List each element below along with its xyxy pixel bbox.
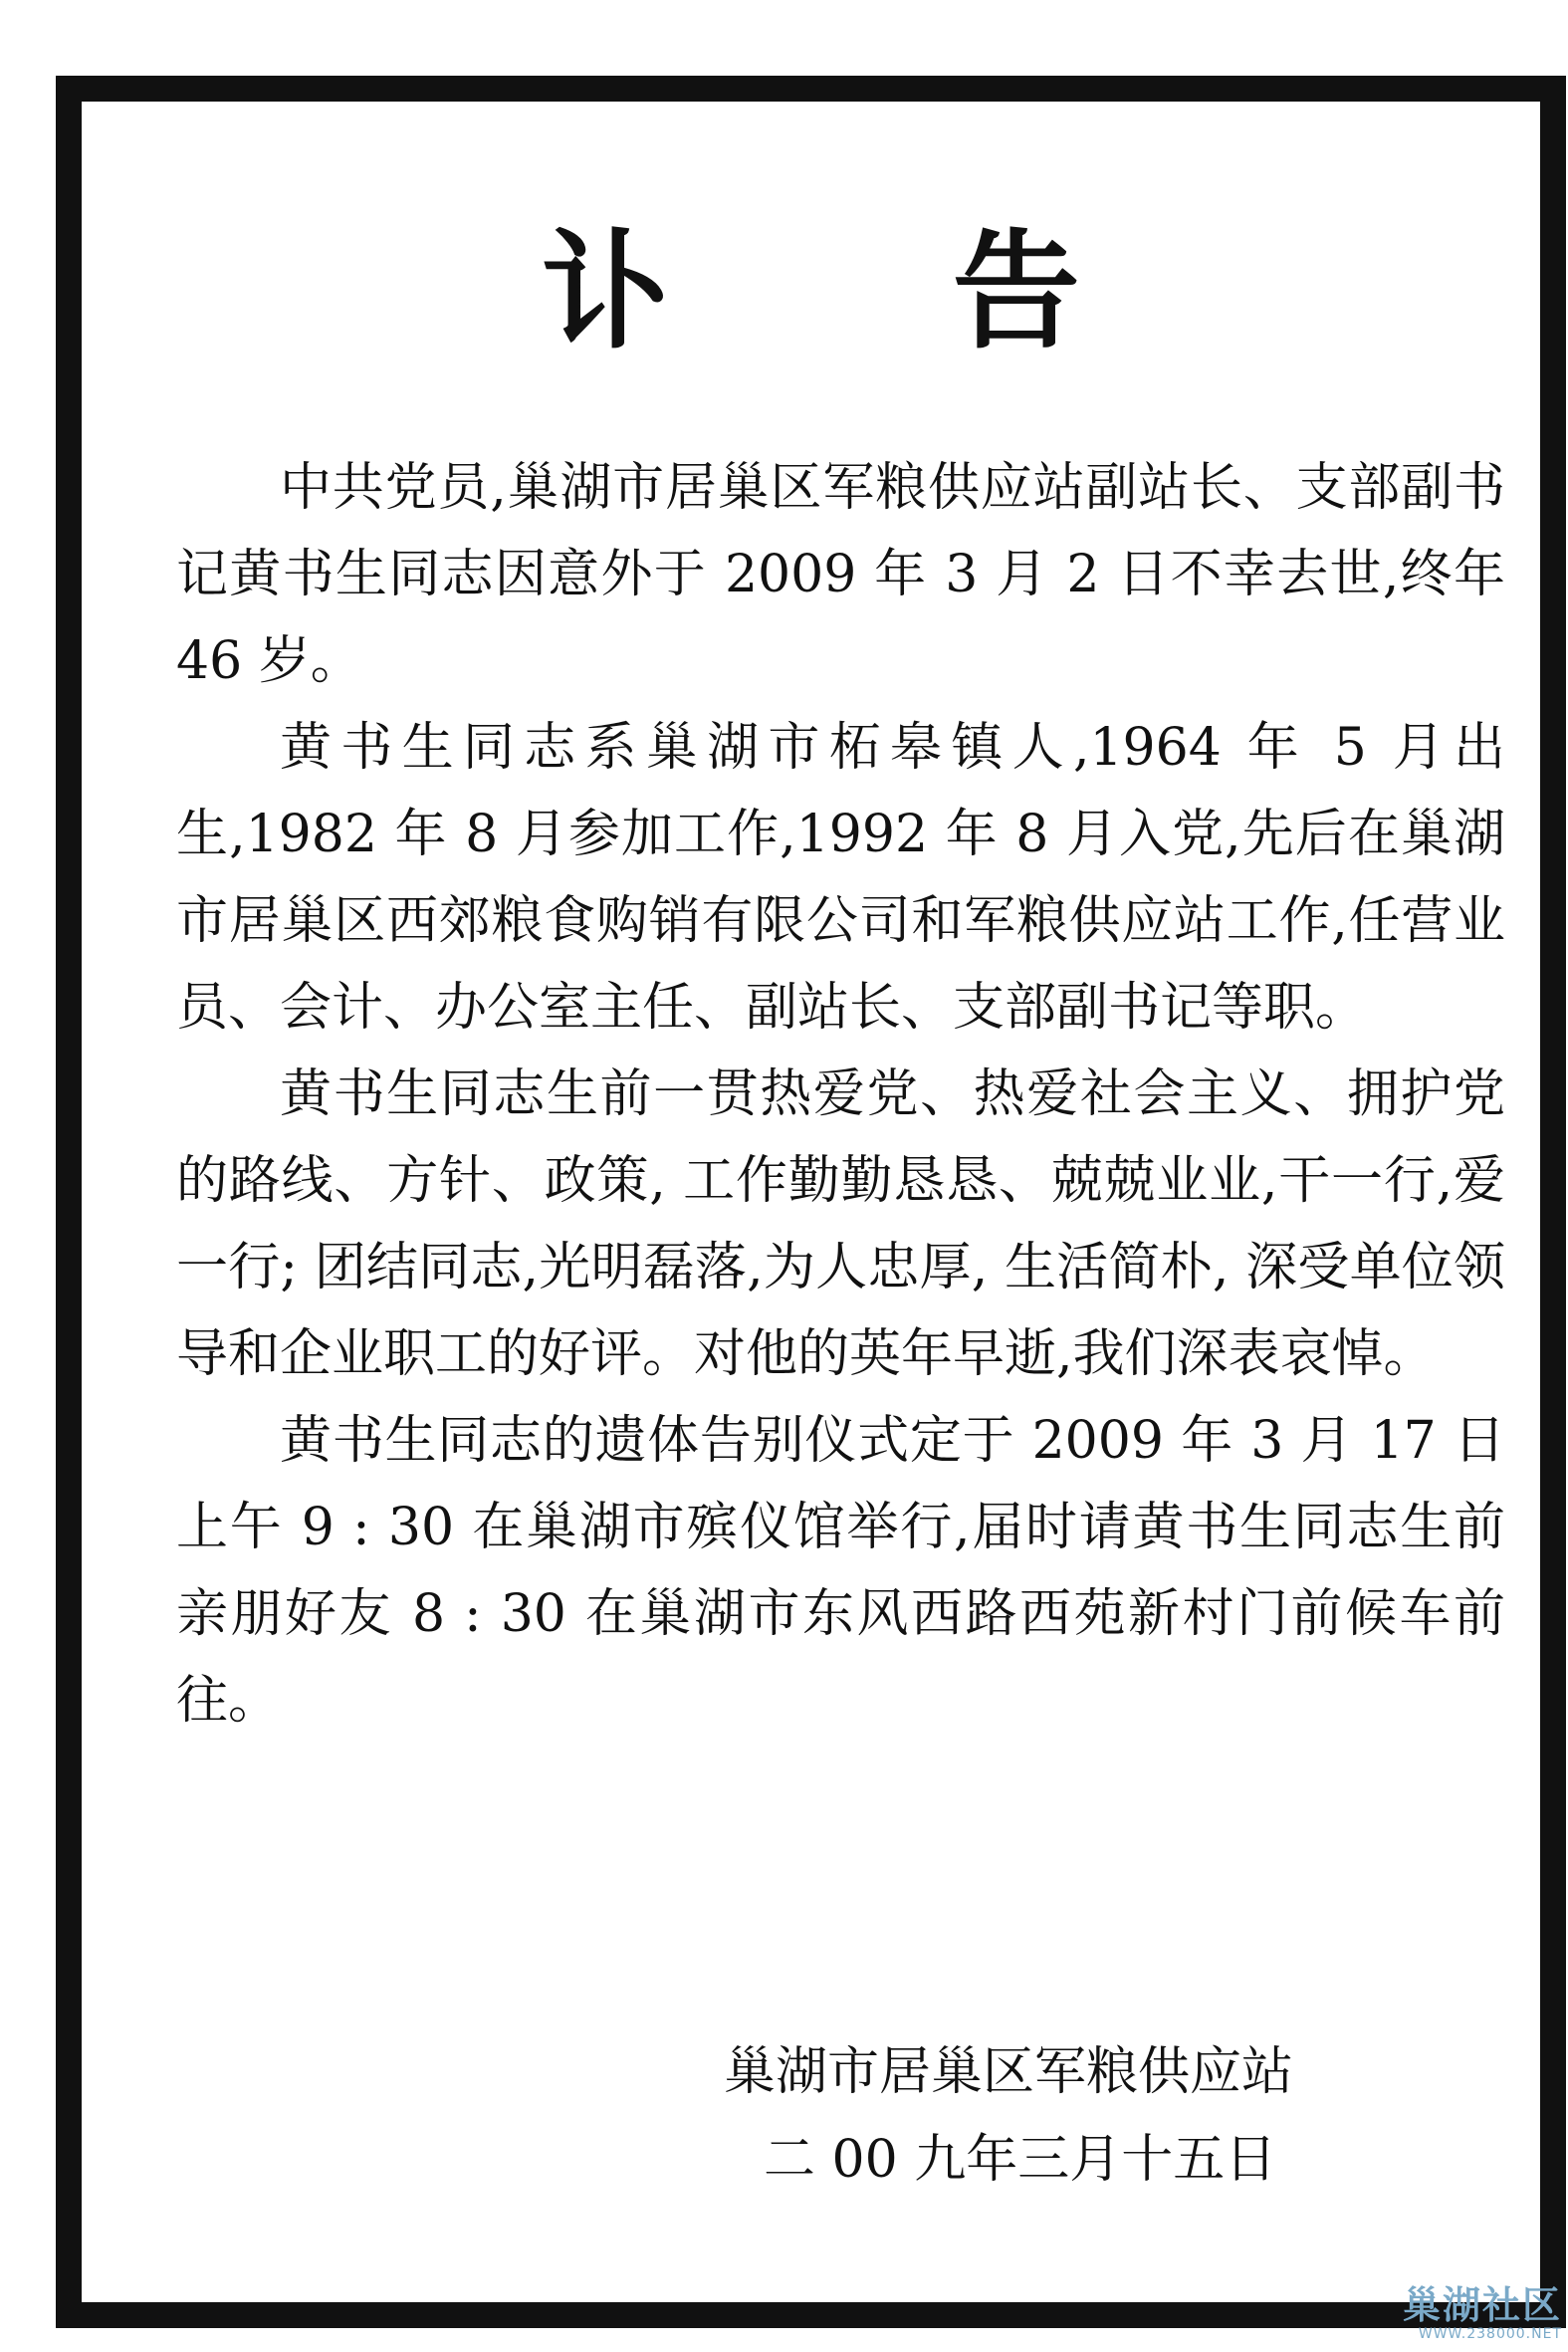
signature-date: 二 00 九年三月十五日 xyxy=(764,2130,1277,2190)
paragraph-3: 黄书生同志生前一贯热爱党、热爱社会主义、拥护党的路线、方针、政策, 工作勤勤恳恳、兢兢业业,干一行,爱一行; 团结同志,光明磊落,为人忠厚, 生活简朴, 深受单位领导和企业职工的好评。对他的英年早逝,我们深表哀悼。 xyxy=(176,1064,1505,1384)
site-watermark xyxy=(1393,2284,1562,2346)
paragraph-1: 中共党员,巢湖市居巢区军粮供应站副站长、支部副书记黄书生同志因意外于 2009 年 3 月 2 日不幸去世,终年 46 岁。 xyxy=(176,458,1505,691)
notice-frame xyxy=(56,76,1566,2328)
signature-organization: 巢湖市居巢区军粮供应站 xyxy=(724,2042,1294,2102)
notice-title: 讣 告 xyxy=(542,218,1200,366)
watermark-logo-text: 巢湖社区 xyxy=(1402,2283,1562,2327)
paragraph-2: 黄书生同志系巢湖市柘皋镇人,1964 年 5 月出生,1982 年 8 月参加工作,1992 年 8 月入党,先后在巢湖市居巢区西郊粮食购销有限公司和军粮供应站工作,任营业员、会计、办公室主任、副站长、支部副书记等职。 xyxy=(176,718,1505,1038)
notice-body xyxy=(176,445,1505,1745)
watermark-url: WWW.238000.NET xyxy=(1418,2326,1562,2342)
paragraph-4: 黄书生同志的遗体告别仪式定于 2009 年 3 月 17 日上午 9 : 30 在巢湖市殡仪馆举行,届时请黄书生同志生前亲朋好友 8 : 30 在巢湖市东风西路西苑新村门前候车前往。 xyxy=(176,1411,1505,1731)
